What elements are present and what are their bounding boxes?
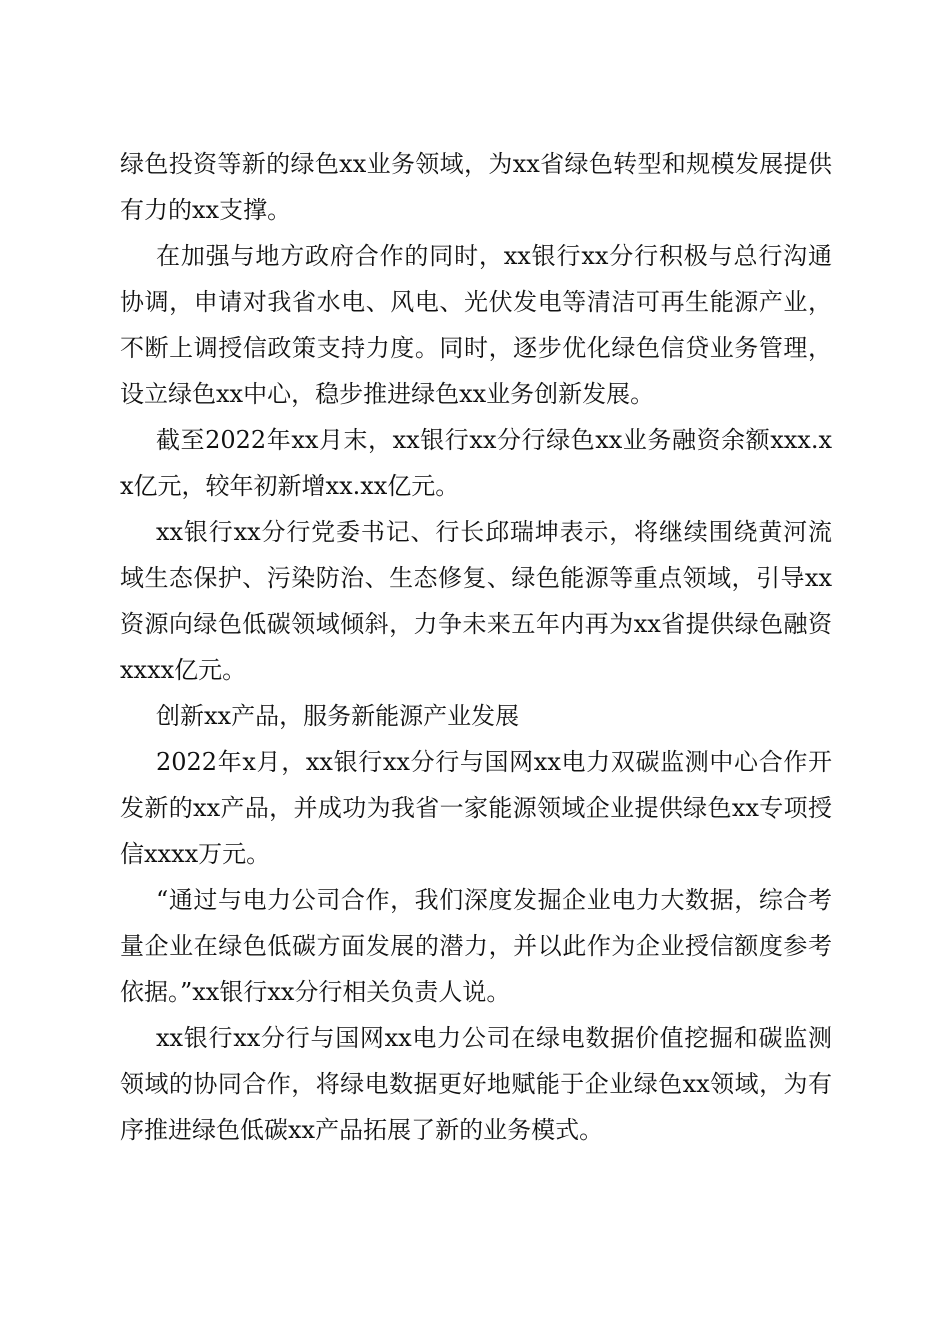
paragraph: xx银行xx分行党委书记、行长邱瑞坤表示，将继续围绕黄河流域生态保护、污染防治、生态修复、绿色能源等重点领域，引导xx资源向绿色低碳领域倾斜，力争未来五年内再为xx省提供绿色融资xxxx亿元。	[120, 518, 832, 684]
paragraph: 在加强与地方政府合作的同时，xx银行xx分行积极与总行沟通协调，申请对我省水电、风电、光伏发电等清洁可再生能源产业，不断上调授信政策支持力度。同时，逐步优化绿色信贷业务管理，设立绿色xx中心，稳步推进绿色xx业务创新发展。	[120, 242, 832, 408]
paragraph: xx银行xx分行与国网xx电力公司在绿电数据价值挖掘和碳监测领域的协同合作，将绿电数据更好地赋能于企业绿色xx领域，为有序推进绿色低碳xx产品拓展了新的业务模式。	[120, 1024, 832, 1144]
paragraph: 截至2022年xx月末，xx银行xx分行绿色xx业务融资余额xxx.xx亿元，较年初新增xx.xx亿元。	[120, 426, 832, 500]
quote-paragraph: “通过与电力公司合作，我们深度发掘企业电力大数据，综合考量企业在绿色低碳方面发展的潜力，并以此作为企业授信额度参考依据。”xx银行xx分行相关负责人说。	[120, 886, 832, 1006]
section-heading: 创新xx产品，服务新能源产业发展	[156, 702, 520, 730]
paragraph: 2022年x月，xx银行xx分行与国网xx电力双碳监测中心合作开发新的xx产品，并成功为我省一家能源领域企业提供绿色xx专项授信xxxx万元。	[120, 748, 832, 868]
document-body	[120, 141, 832, 1153]
paragraph-continued: 绿色投资等新的绿色xx业务领域，为xx省绿色转型和规模发展提供有力的xx支撑。	[120, 150, 832, 224]
